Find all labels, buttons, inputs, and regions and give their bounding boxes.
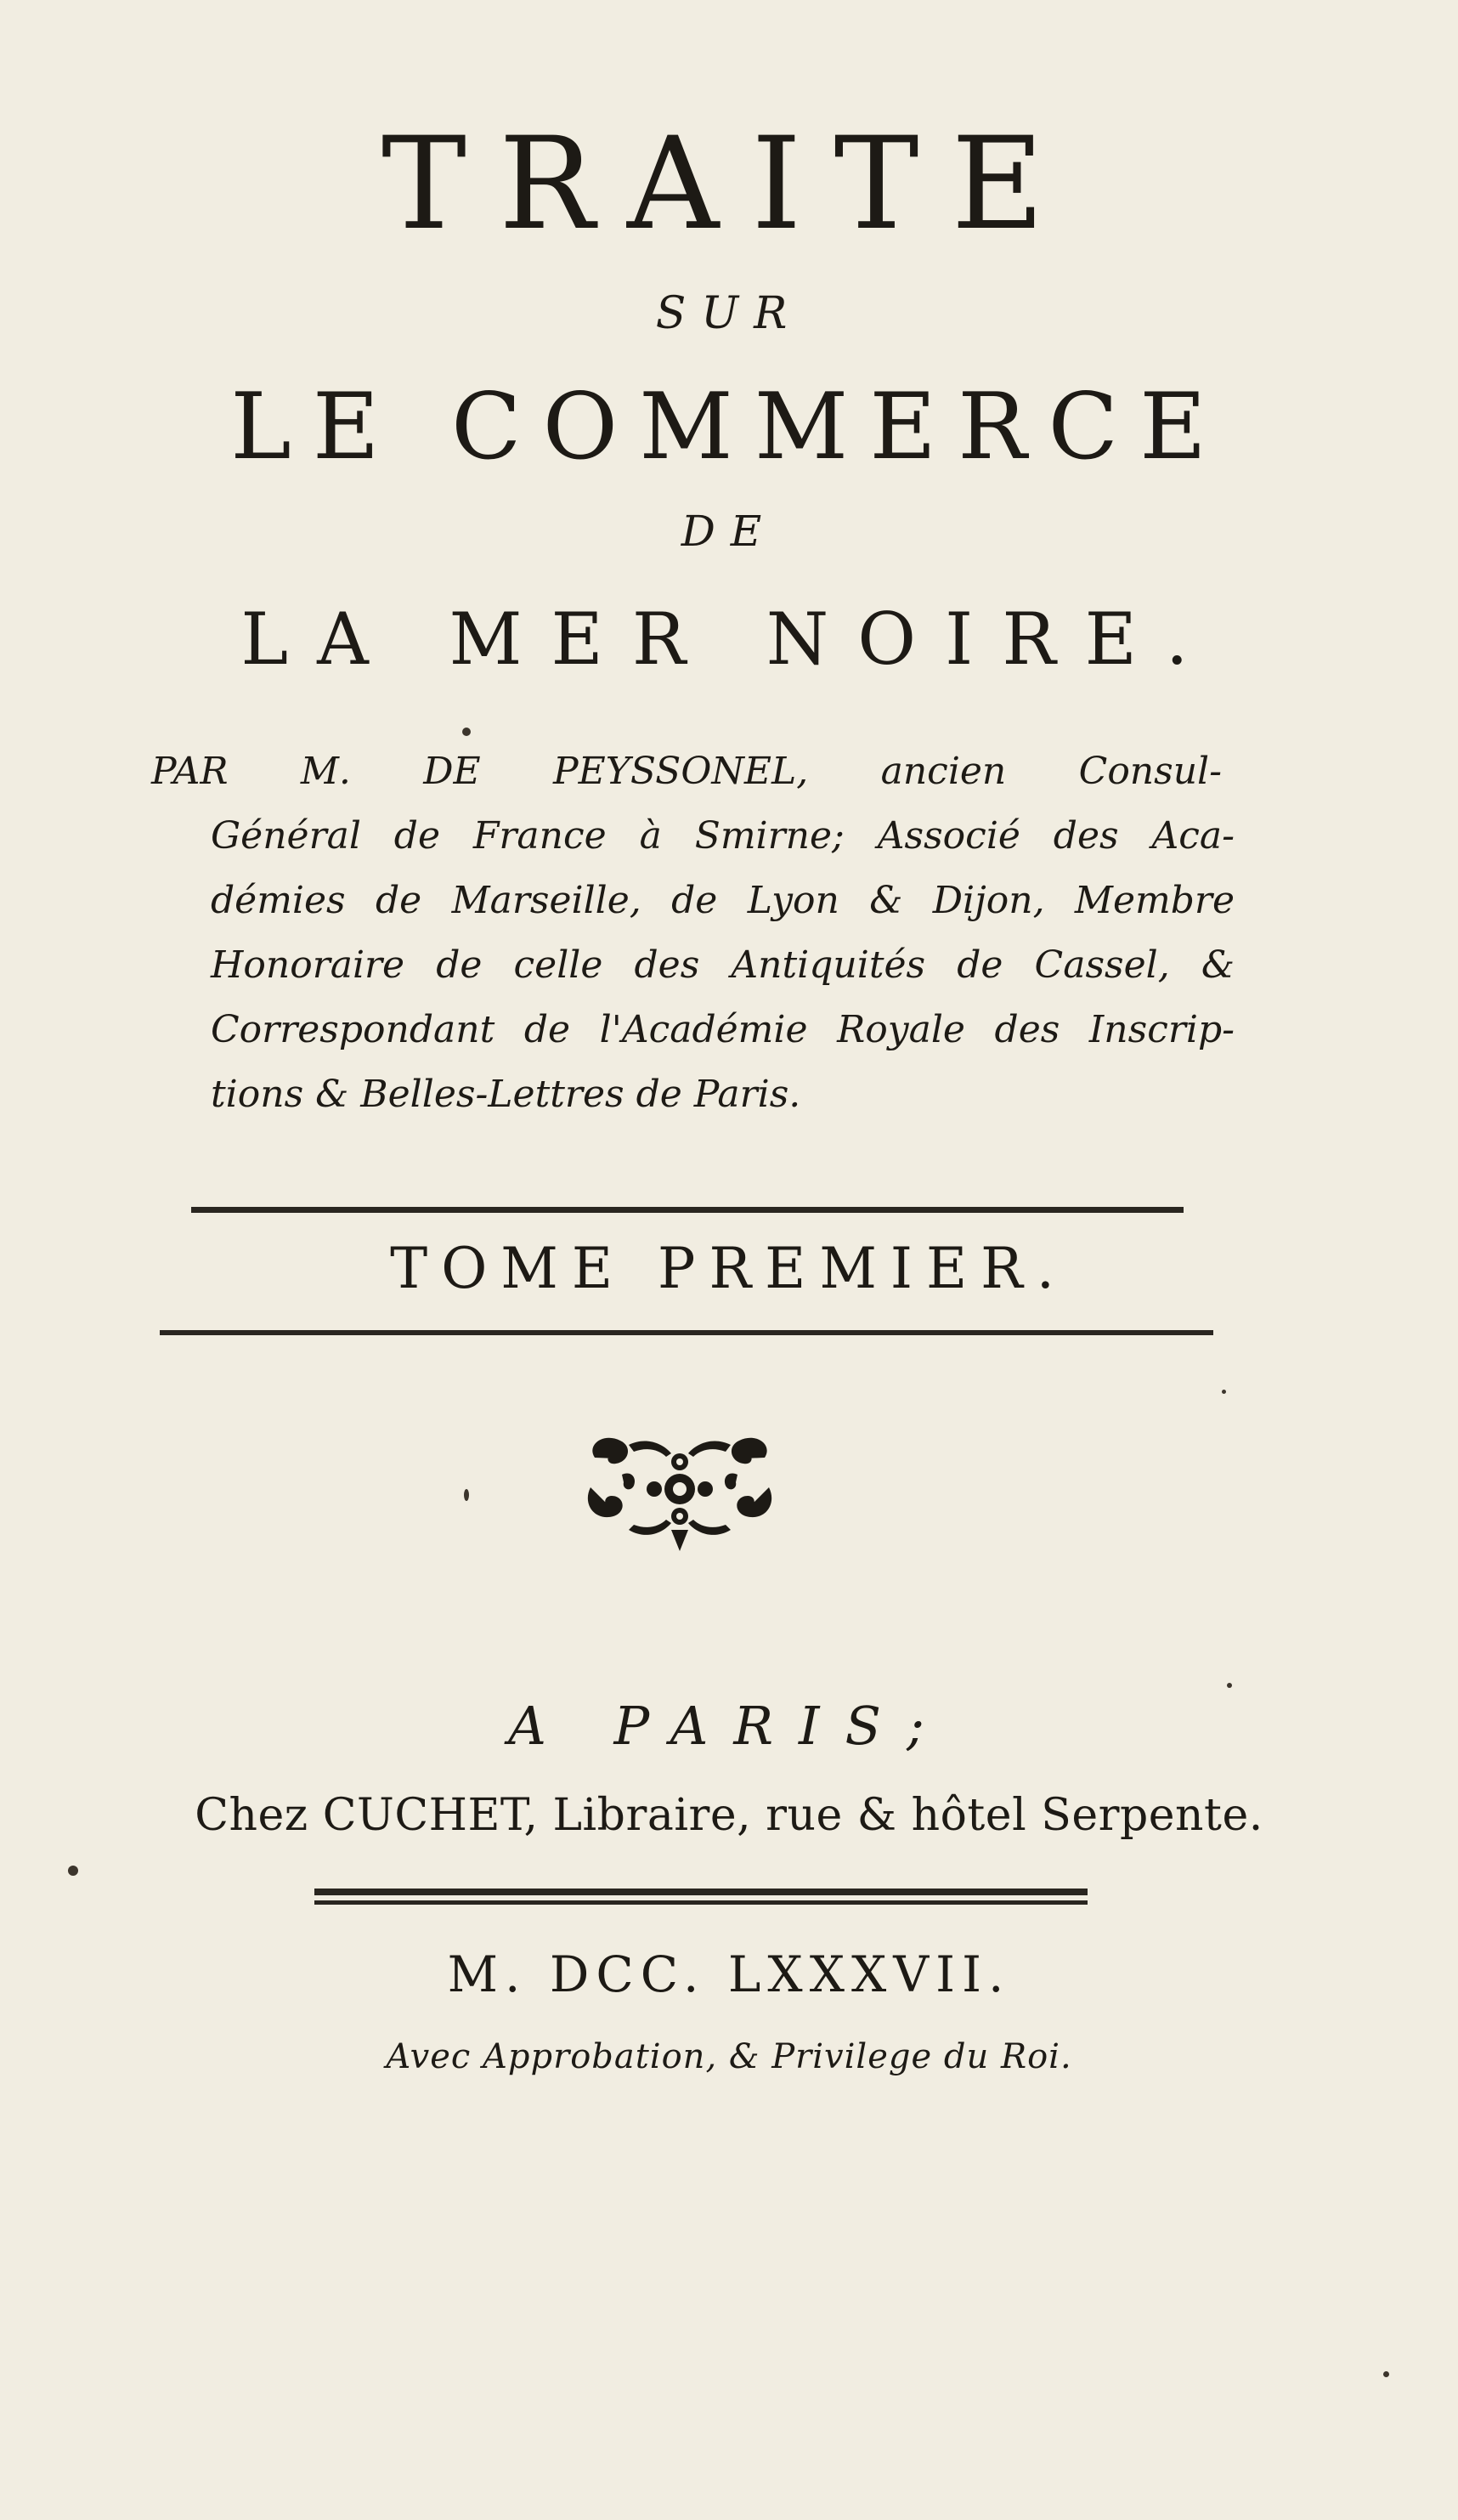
imprint-city: A PARIS; bbox=[508, 1695, 950, 1757]
imprint-privilege: Avec Approbation, & Privilege du Roi. bbox=[386, 2037, 1072, 2076]
paper-speck bbox=[68, 1866, 78, 1876]
author-line: Honoraire de celle des Antiquités de Cassel, & bbox=[211, 943, 1235, 987]
paper-speck bbox=[462, 728, 471, 736]
printers-ornament-icon bbox=[578, 1428, 782, 1555]
volume-label: TOME PREMIER. bbox=[390, 1236, 1068, 1301]
paper-speck bbox=[1383, 2371, 1389, 2377]
double-rule-thin bbox=[314, 1900, 1088, 1905]
title-traite: TRAITE bbox=[381, 110, 1077, 258]
title-sur: SUR bbox=[655, 288, 803, 339]
author-line: Correspondant de l'Académie Royale des Inscrip- bbox=[211, 1008, 1235, 1051]
author-line: Général de France à Smirne; Associé des Aca- bbox=[211, 814, 1235, 858]
author-credits bbox=[151, 739, 1235, 1127]
imprint-publisher: Chez CUCHET, Libraire, rue & hôtel Serpente. bbox=[195, 1790, 1263, 1841]
double-rule-thick bbox=[314, 1889, 1088, 1895]
title-de: DE bbox=[681, 507, 777, 556]
author-line: tions & Belles-Lettres de Paris. bbox=[211, 1073, 801, 1116]
paper-speck bbox=[1227, 1683, 1232, 1688]
rule-below-tome bbox=[160, 1330, 1213, 1335]
paper-speck bbox=[1222, 1390, 1226, 1394]
title-la-mer-noire: LA MER NOIRE. bbox=[240, 597, 1218, 681]
rule-above-tome bbox=[191, 1207, 1184, 1213]
imprint-date: M. DCC. LXXXVII. bbox=[447, 1945, 1011, 2003]
author-line: démies de Marseille, de Lyon & Dijon, Membre bbox=[211, 879, 1235, 922]
author-line: PAR M. DE PEYSSONEL, ancien Consul- bbox=[151, 750, 1222, 793]
paper-speck bbox=[464, 1489, 469, 1501]
title-le-commerce: LE COMMERCE bbox=[230, 374, 1228, 480]
